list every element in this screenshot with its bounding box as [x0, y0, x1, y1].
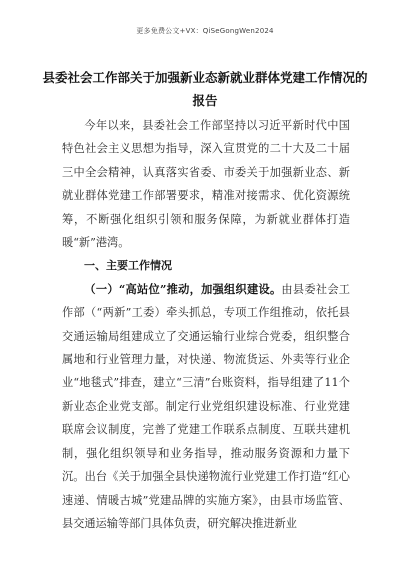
- header-note: 更多免费公文+VX：QiSeGongWen2024: [136, 27, 274, 35]
- subsection-title: （一）“高站位”推动，加强组织建设。: [84, 281, 282, 296]
- section-heading: 一、主要工作情况: [84, 259, 172, 273]
- document-body: [62, 114, 350, 535]
- intro-paragraph: 今年以来，县委社会工作部坚持以习近平新时代中国特色社会主义思想为指导，深入宣贯党的二十大及二十届三中全会精神，认真落实省委、市委关于加强新业态、新就业群体党建工作部署要求，精准对接需求、优化资源统筹，不断强化组织引领和服务保障，为新就业群体打造暖“新”港湾。: [62, 119, 350, 250]
- document-title: 县委社会工作部关于加强新业态新就业群体党建工作情况的报告: [42, 70, 368, 108]
- subsection-text: 由县委社会工作部（“两新”工委）牵头抓总，专项工作组推动，依托县交通运输局组建成立了交通运输行业综合党委，组织整合属地和行业管理力量，对快递、物流货运、外卖等行业企业“地毯式”排查，建立“三清”台账资料，指导组建了11个新业态企业党支部。制定行业党组织建设标准、行业党建联席会议制度，完善了党建工作联系点制度、互联共建机制，强化组织领导和业务指导，推动服务资源和力量下沉。出台《关于加强全县快递物流行业党建工作打造“红心速递、情暖古城”党建品牌的实施方案》，由县市场监管、县交通运输等部门具体负责，研究解决推进新业: [62, 282, 350, 530]
- subsection-paragraph: [62, 278, 350, 535]
